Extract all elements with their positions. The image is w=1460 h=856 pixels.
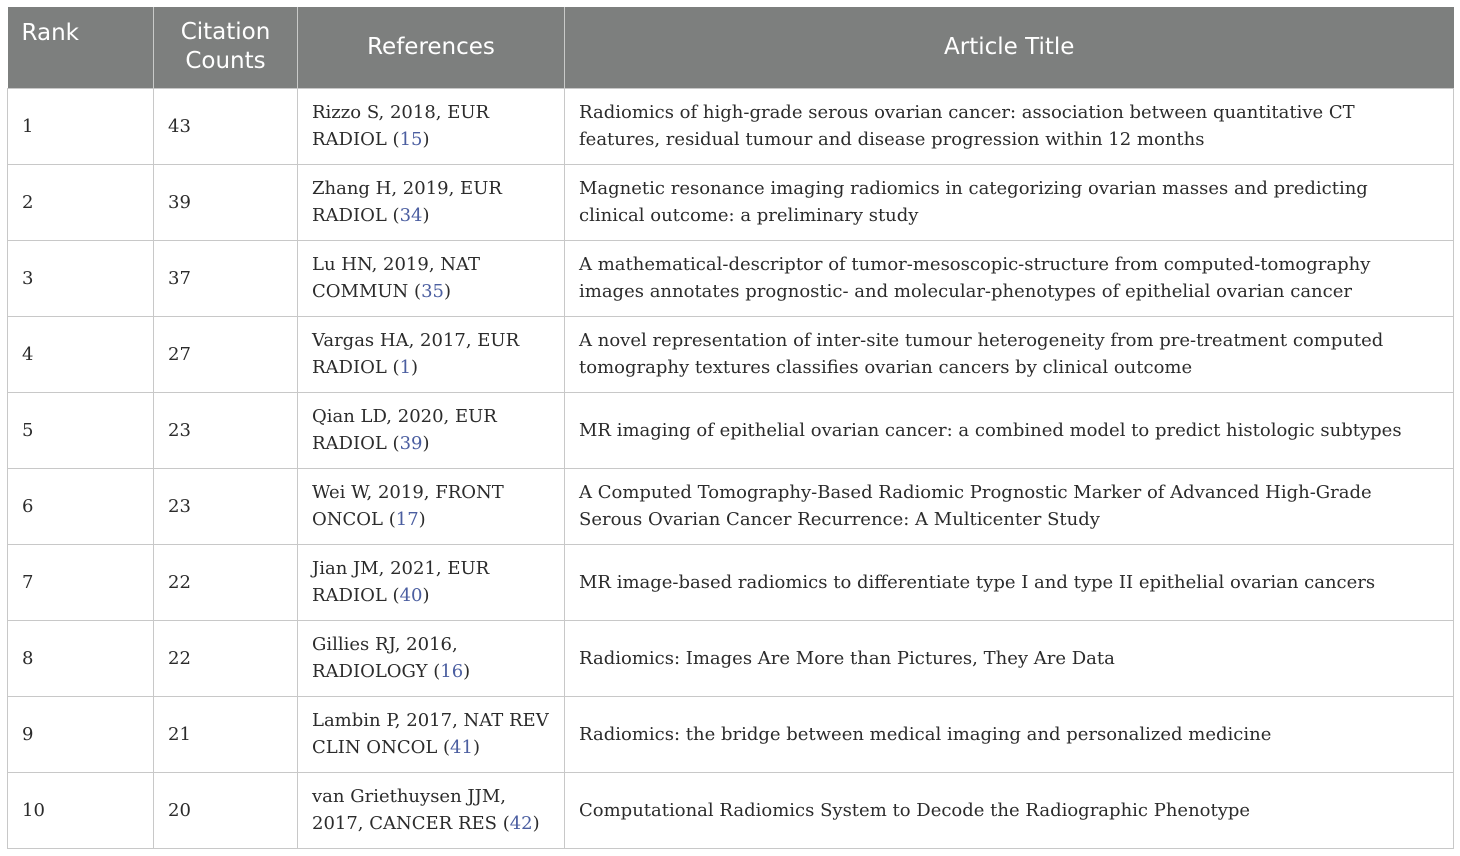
citation-count-cell [154, 544, 298, 620]
citation-count-cell [154, 316, 298, 392]
rank-cell [8, 544, 154, 620]
rank-value: 9 [22, 723, 34, 745]
article-title-cell [565, 696, 1454, 772]
article-title-cell [565, 316, 1454, 392]
rank-value: 1 [22, 115, 34, 137]
article-title-text: MR imaging of epithelial ovarian cancer: a combined model to predict histologic subtypes [579, 419, 1402, 441]
citation-count-value: 22 [168, 647, 191, 669]
reference-text: Lu HN, 2019, NAT COMMUN [312, 254, 481, 302]
rank-cell [8, 316, 154, 392]
reference-text: Lambin P, 2017, NAT REV CLIN ONCOL [312, 710, 549, 758]
header-row [8, 7, 1454, 88]
reference-text: van Griethuysen JJM, 2017, CANCER RES [312, 786, 506, 834]
table-row [8, 240, 1454, 316]
reference-link[interactable]: 41 [450, 737, 473, 758]
citation-count-cell [154, 696, 298, 772]
rank-value: 4 [22, 343, 34, 365]
rank-cell [8, 164, 154, 240]
rank-cell [8, 696, 154, 772]
rank-value: 2 [22, 191, 34, 213]
reference-link[interactable]: 34 [399, 205, 423, 226]
citation-count-value: 39 [168, 191, 191, 213]
table-row [8, 468, 1454, 544]
citation-count-value: 23 [168, 419, 191, 441]
reference-link[interactable]: 42 [509, 813, 533, 834]
article-title-cell [565, 392, 1454, 468]
citation-count-value: 21 [168, 723, 191, 745]
citation-count-value: 20 [168, 799, 191, 821]
citation-table [7, 7, 1454, 849]
rank-value: 6 [22, 495, 34, 517]
reference-text: Wei W, 2019, FRONT ONCOL [312, 482, 504, 530]
article-title-text: A novel representation of inter-site tumour heterogeneity from pre-treatment computed tomography textures classifies ovarian cancers by clinical outcome [579, 330, 1384, 378]
rank-value: 5 [22, 419, 34, 441]
reference-link[interactable]: 35 [421, 281, 444, 302]
article-title-text: Radiomics: the bridge between medical imaging and personalized medicine [579, 723, 1272, 745]
rank-cell [8, 392, 154, 468]
reference-cell: Gillies RJ, 2016, RADIOLOGY (16) [298, 620, 565, 696]
citation-count-cell [154, 392, 298, 468]
reference-text: Zhang H, 2019, EUR RADIOL [312, 178, 502, 226]
reference-link[interactable]: 15 [399, 129, 423, 150]
reference-link[interactable]: 1 [399, 357, 412, 378]
reference-cell: Jian JM, 2021, EUR RADIOL (40) [298, 544, 565, 620]
citation-count-cell [154, 164, 298, 240]
table-row [8, 620, 1454, 696]
article-title-text: Radiomics of high-grade serous ovarian cancer: association between quantitative CT features, residual tumour and disease progression within 12 months [579, 102, 1355, 150]
article-title-cell [565, 164, 1454, 240]
reference-link[interactable]: 16 [440, 661, 464, 682]
article-title-cell [565, 772, 1454, 848]
table-row [8, 696, 1454, 772]
article-title-text: Radiomics: Images Are More than Pictures, They Are Data [579, 647, 1115, 669]
rank-cell [8, 468, 154, 544]
article-title-text: A mathematical-descriptor of tumor-mesoscopic-structure from computed-tomography images annotates prognostic- and molecular-phenotypes of epithelial ovarian cancer [579, 254, 1371, 302]
reference-cell: Wei W, 2019, FRONT ONCOL (17) [298, 468, 565, 544]
reference-text: Jian JM, 2021, EUR RADIOL [312, 558, 490, 606]
reference-text: Qian LD, 2020, EUR RADIOL [312, 406, 497, 454]
citation-count-cell [154, 772, 298, 848]
reference-cell: Lu HN, 2019, NAT COMMUN (35) [298, 240, 565, 316]
rank-cell [8, 772, 154, 848]
reference-text: Vargas HA, 2017, EUR RADIOL [312, 330, 520, 378]
reference-cell: Zhang H, 2019, EUR RADIOL (34) [298, 164, 565, 240]
reference-link[interactable]: 17 [395, 509, 419, 530]
citation-count-cell [154, 620, 298, 696]
citation-count-value: 22 [168, 571, 191, 593]
header-references: References [298, 7, 565, 88]
article-title-cell [565, 620, 1454, 696]
table-row [8, 544, 1454, 620]
reference-link[interactable]: 40 [399, 585, 423, 606]
citation-count-cell [154, 240, 298, 316]
table-row [8, 88, 1454, 164]
reference-text: Gillies RJ, 2016, RADIOLOGY [312, 634, 458, 682]
table-header [8, 7, 1454, 88]
rank-cell [8, 620, 154, 696]
article-title-text: Magnetic resonance imaging radiomics in categorizing ovarian masses and predicting clinical outcome: a preliminary study [579, 178, 1368, 226]
table-row [8, 772, 1454, 848]
table-body [8, 88, 1454, 848]
rank-value: 10 [22, 799, 45, 821]
article-title-cell [565, 240, 1454, 316]
citation-count-value: 23 [168, 495, 191, 517]
citation-count-value: 27 [168, 343, 191, 365]
article-title-text: Computational Radiomics System to Decode the Radiographic Phenotype [579, 799, 1251, 821]
header-rank: Rank [8, 7, 154, 88]
citation-count-cell [154, 468, 298, 544]
reference-cell: Qian LD, 2020, EUR RADIOL (39) [298, 392, 565, 468]
rank-value: 7 [22, 571, 34, 593]
header-citation-counts: Citation Counts [154, 7, 298, 88]
article-title-text: MR image-based radiomics to differentiate type I and type II epithelial ovarian cancers [579, 571, 1376, 593]
citation-count-value: 37 [168, 267, 191, 289]
rank-cell [8, 88, 154, 164]
citation-count-cell [154, 88, 298, 164]
reference-cell: Vargas HA, 2017, EUR RADIOL (1) [298, 316, 565, 392]
reference-cell: Rizzo S, 2018, EUR RADIOL (15) [298, 88, 565, 164]
rank-cell [8, 240, 154, 316]
table-row [8, 392, 1454, 468]
table-row [8, 316, 1454, 392]
article-title-cell [565, 468, 1454, 544]
rank-value: 3 [22, 267, 34, 289]
table-row [8, 164, 1454, 240]
reference-link[interactable]: 39 [399, 433, 423, 454]
reference-cell: van Griethuysen JJM, 2017, CANCER RES (42) [298, 772, 565, 848]
article-title-cell [565, 544, 1454, 620]
article-title-text: A Computed Tomography-Based Radiomic Prognostic Marker of Advanced High-Grade Serous Ovarian Cancer Recurrence: A Multicenter Study [579, 482, 1372, 530]
header-article-title: Article Title [565, 7, 1454, 88]
article-title-cell [565, 88, 1454, 164]
rank-value: 8 [22, 647, 34, 669]
reference-cell: Lambin P, 2017, NAT REV CLIN ONCOL (41) [298, 696, 565, 772]
citation-count-value: 43 [168, 115, 191, 137]
citation-table-container [7, 7, 1453, 849]
reference-text: Rizzo S, 2018, EUR RADIOL [312, 102, 490, 150]
